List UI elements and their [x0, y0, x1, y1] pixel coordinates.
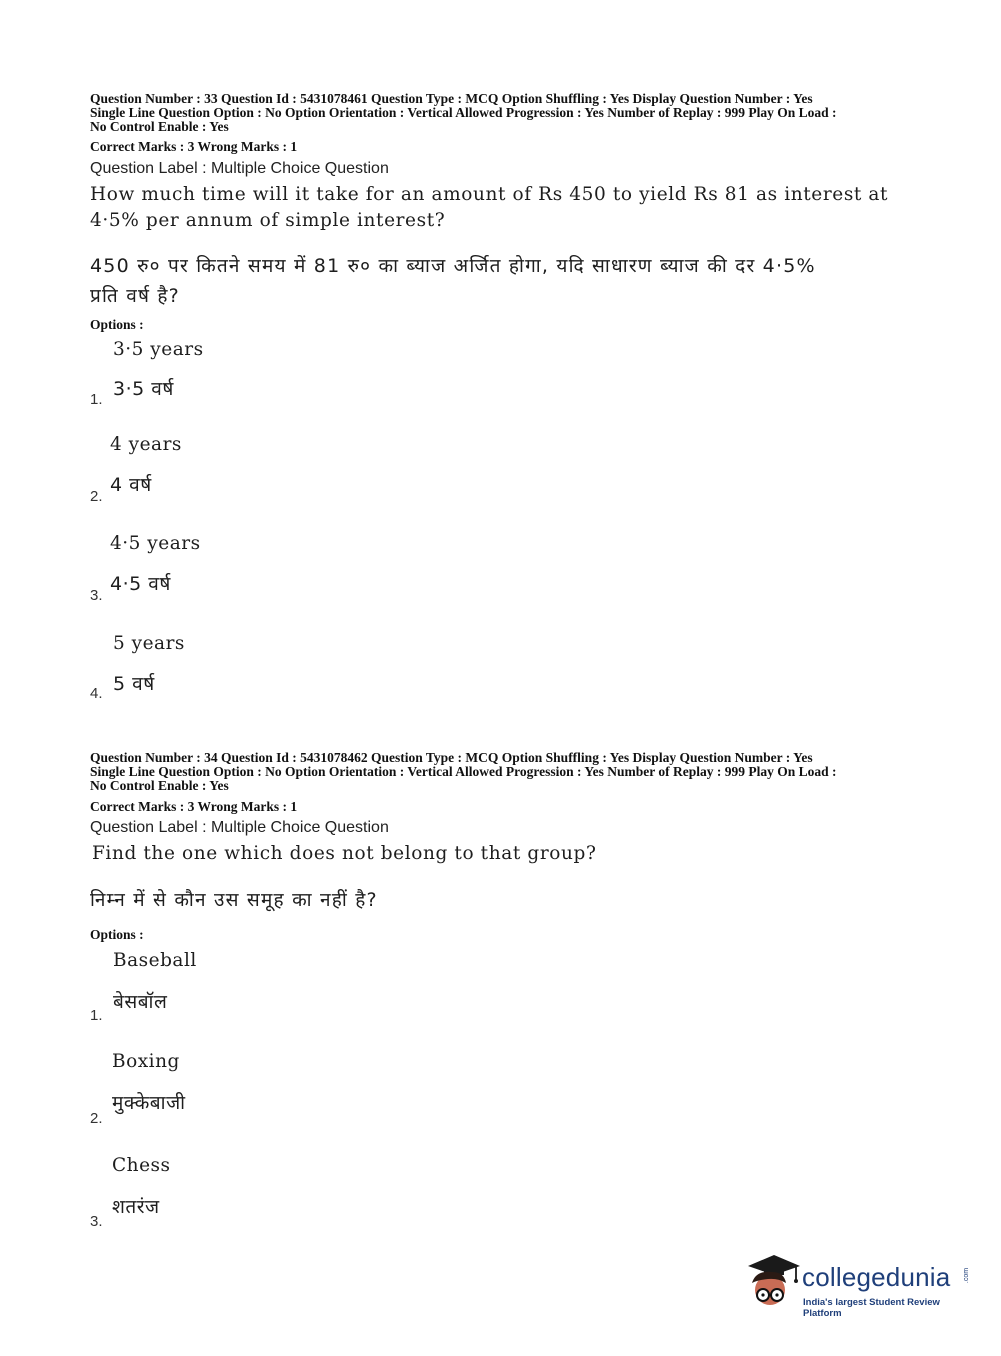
- q34-text-hi-line1: निम्न में से कौन उस समूह का नहीं है?: [90, 889, 378, 911]
- q34-meta-line3: No Control Enable : Yes: [90, 778, 229, 793]
- option-number: 2.: [90, 488, 103, 505]
- q33-text-en-line2: 4·5% per annum of simple interest?: [90, 210, 446, 231]
- logo-wordmark: collegedunia: [802, 1262, 951, 1292]
- option-text-hi: बेसबॉल: [113, 991, 168, 1013]
- option-text-hi: शतरंज: [112, 1196, 160, 1218]
- q34-meta-line2: Single Line Question Option : No Option Orientation : Vertical Allowed Progression : Yes Number of Replay : 999 Play On Load :: [90, 764, 837, 779]
- option-text-hi: 3·5 वर्ष: [113, 378, 174, 400]
- student-mascot-icon: [742, 1250, 802, 1312]
- q33-meta-line1: Question Number : 33 Question Id : 5431078461 Question Type : MCQ Option Shuffling : Yes Display Question Number : Yes: [90, 91, 813, 106]
- option-text-en: 4·5 years: [110, 533, 201, 554]
- q33-options-label: Options :: [90, 317, 144, 332]
- q34-question-label: Question Label : Multiple Choice Question: [90, 819, 389, 836]
- option-number: 4.: [90, 685, 103, 702]
- option-number: 1.: [90, 391, 103, 408]
- option-text-hi: 5 वर्ष: [113, 673, 155, 695]
- q33-marks: Correct Marks : 3 Wrong Marks : 1: [90, 139, 298, 154]
- option-number: 2.: [90, 1110, 103, 1127]
- q34-marks: Correct Marks : 3 Wrong Marks : 1: [90, 799, 298, 814]
- logo-tagline: India's largest Student Review Platform: [803, 1297, 940, 1319]
- option-number: 3.: [90, 1213, 103, 1230]
- option-text-hi: मुक्केबाजी: [112, 1092, 186, 1114]
- option-text-en: 4 years: [110, 434, 182, 455]
- q33-question-label: Question Label : Multiple Choice Question: [90, 160, 389, 177]
- q33-text-hi-line2: प्रति वर्ष है?: [90, 285, 180, 307]
- q34-text-en-line1: Find the one which does not belong to that group?: [92, 843, 597, 864]
- option-text-hi: 4·5 वर्ष: [110, 573, 171, 595]
- logo-suffix: .com: [963, 1267, 971, 1284]
- option-text-en: Baseball: [113, 950, 197, 971]
- q33-text-hi-line1: 450 रु० पर कितने समय में 81 रु० का ब्याज अर्जित होगा, यदि साधारण ब्याज की दर 4·5%: [90, 255, 816, 277]
- option-text-hi: 4 वर्ष: [110, 474, 152, 496]
- q33-text-en-line1: How much time will it take for an amount of Rs 450 to yield Rs 81 as interest at: [90, 184, 889, 205]
- option-number: 1.: [90, 1007, 103, 1024]
- option-text-en: Chess: [112, 1155, 171, 1176]
- q34-options-label: Options :: [90, 927, 144, 942]
- collegedunia-logo[interactable]: [742, 1250, 972, 1319]
- option-text-en: 3·5 years: [113, 339, 204, 360]
- option-text-en: 5 years: [113, 633, 185, 654]
- option-number: 3.: [90, 587, 103, 604]
- q33-meta-line3: No Control Enable : Yes: [90, 119, 229, 134]
- q33-meta-line2: Single Line Question Option : No Option Orientation : Vertical Allowed Progression : Yes Number of Replay : 999 Play On Load :: [90, 105, 837, 120]
- option-text-en: Boxing: [112, 1051, 180, 1072]
- q34-meta-line1: Question Number : 34 Question Id : 5431078462 Question Type : MCQ Option Shuffling : Yes Display Question Number : Yes: [90, 750, 813, 765]
